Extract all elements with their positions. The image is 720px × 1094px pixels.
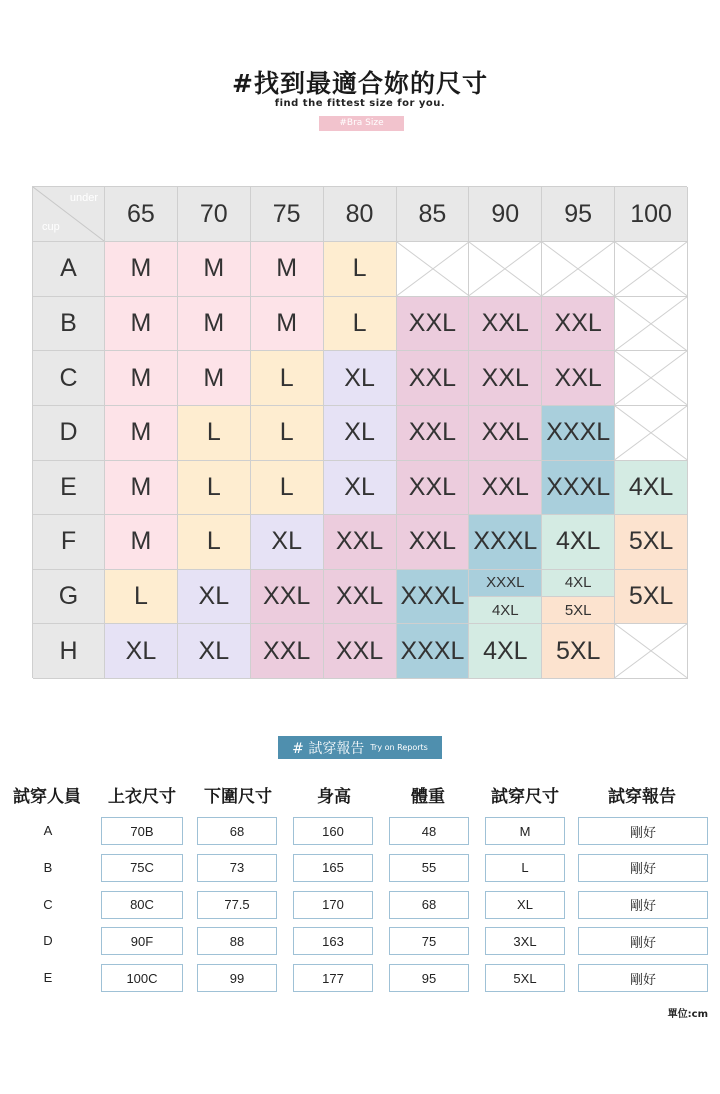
row-header: F xyxy=(33,515,105,570)
size-cell-empty xyxy=(615,297,688,352)
row-header: E xyxy=(33,461,105,516)
size-cell: L xyxy=(324,297,397,352)
size-cell: 5XL xyxy=(615,515,688,570)
row-header: D xyxy=(33,406,105,461)
size-cell: XXL xyxy=(469,297,542,352)
report-row-person: A xyxy=(43,823,53,838)
report-cell-top: 80C xyxy=(101,891,183,919)
size-cell-empty xyxy=(615,406,688,461)
report-cell-top: 75C xyxy=(101,854,183,882)
size-cell: XL xyxy=(251,515,324,570)
report-column-header: 體重 xyxy=(411,787,445,807)
report-cell-height: 170 xyxy=(293,891,373,919)
size-cell-empty xyxy=(397,242,470,297)
report-cell-height: 163 xyxy=(293,927,373,955)
size-cell: XL xyxy=(324,406,397,461)
corner-cup-label: cup xyxy=(42,221,60,233)
report-column-header: 試穿尺寸 xyxy=(491,787,559,807)
report-cell-report: 剛好 xyxy=(578,964,708,992)
report-cell-size: L xyxy=(485,854,565,882)
size-cell: M xyxy=(105,242,178,297)
size-cell: XXL xyxy=(324,624,397,679)
size-cell-split-top: 4XL xyxy=(542,570,615,597)
report-section-header xyxy=(278,736,442,759)
report-row-person: D xyxy=(43,933,53,949)
report-cell-weight: 68 xyxy=(389,891,469,919)
report-column-header: 試穿人員 xyxy=(13,787,81,807)
report-cell-size: 5XL xyxy=(485,964,565,992)
size-cell: 5XL xyxy=(615,570,688,625)
size-cell: XXXL xyxy=(469,515,542,570)
report-row-person: C xyxy=(43,896,53,912)
report-column-header: 身高 xyxy=(317,787,351,807)
size-cell: M xyxy=(251,297,324,352)
size-cell: XXL xyxy=(542,297,615,352)
size-cell: M xyxy=(251,242,324,297)
page-subtitle: find the fittest size for you. xyxy=(274,98,446,109)
size-cell-empty xyxy=(542,242,615,297)
report-cell-weight: 95 xyxy=(389,964,469,992)
size-cell: L xyxy=(105,570,178,625)
bra-size-tag: #Bra Size xyxy=(319,116,404,131)
size-cell: XXXL xyxy=(542,461,615,516)
size-cell: XL xyxy=(324,351,397,406)
size-cell: XXL xyxy=(469,461,542,516)
report-cell-report: 剛好 xyxy=(578,817,708,845)
size-cell: XXXL xyxy=(397,624,470,679)
size-table xyxy=(32,186,687,678)
row-header: A xyxy=(33,242,105,297)
size-cell: M xyxy=(105,461,178,516)
report-cell-height: 160 xyxy=(293,817,373,845)
size-cell: XXL xyxy=(397,515,470,570)
corner-under-label: under xyxy=(69,192,98,204)
size-cell: M xyxy=(105,515,178,570)
report-cell-under: 99 xyxy=(197,964,277,992)
size-cell: XXL xyxy=(469,406,542,461)
column-header: 70 xyxy=(178,187,251,242)
report-cell-size: XL xyxy=(485,891,565,919)
report-cell-under: 73 xyxy=(197,854,277,882)
report-column-header: 試穿報告 xyxy=(608,787,676,807)
report-cell-size: M xyxy=(485,817,565,845)
size-cell-empty xyxy=(615,624,688,679)
report-cell-weight: 48 xyxy=(389,817,469,845)
report-cell-report: 剛好 xyxy=(578,854,708,882)
row-header: B xyxy=(33,297,105,352)
size-cell: XXL xyxy=(397,461,470,516)
report-column-header: 下圍尺寸 xyxy=(204,787,272,807)
column-header: 90 xyxy=(469,187,542,242)
size-cell-split-top: XXXL xyxy=(469,570,542,597)
size-cell: XL xyxy=(324,461,397,516)
report-cell-top: 90F xyxy=(101,927,183,955)
report-cell-weight: 55 xyxy=(389,854,469,882)
size-cell: XL xyxy=(178,624,251,679)
column-header: 65 xyxy=(105,187,178,242)
size-cell-empty xyxy=(469,242,542,297)
report-row-person: E xyxy=(43,970,53,985)
size-cell: L xyxy=(251,461,324,516)
report-cell-height: 165 xyxy=(293,854,373,882)
size-cell: M xyxy=(105,351,178,406)
size-cell: XXL xyxy=(251,570,324,625)
size-cell: XXL xyxy=(397,351,470,406)
size-cell: XXL xyxy=(542,351,615,406)
report-cell-under: 68 xyxy=(197,817,277,845)
unit-label: 單位:cm xyxy=(667,1009,708,1020)
report-cell-report: 剛好 xyxy=(578,927,708,955)
size-cell: L xyxy=(251,351,324,406)
row-header: H xyxy=(33,624,105,679)
size-cell: 4XL xyxy=(469,624,542,679)
table-corner xyxy=(33,187,105,242)
size-cell: XXXL xyxy=(542,406,615,461)
report-title: # 試穿報告 xyxy=(292,740,365,757)
size-cell: 5XL xyxy=(542,624,615,679)
size-cell: XXL xyxy=(324,570,397,625)
report-cell-top: 70B xyxy=(101,817,183,845)
row-header: G xyxy=(33,570,105,625)
size-cell: 4XL xyxy=(542,515,615,570)
size-cell: XXL xyxy=(324,515,397,570)
size-cell: L xyxy=(251,406,324,461)
size-cell: M xyxy=(178,297,251,352)
column-header: 75 xyxy=(251,187,324,242)
size-cell: 4XL xyxy=(615,461,688,516)
size-cell-empty xyxy=(615,351,688,406)
report-cell-under: 88 xyxy=(197,927,277,955)
size-cell: L xyxy=(178,515,251,570)
report-column-header: 上衣尺寸 xyxy=(108,787,176,807)
size-cell: L xyxy=(178,406,251,461)
size-cell: M xyxy=(105,406,178,461)
page-title: #找到最適合妳的尺寸 xyxy=(232,69,488,98)
size-cell: M xyxy=(105,297,178,352)
size-cell: XXL xyxy=(251,624,324,679)
report-cell-height: 177 xyxy=(293,964,373,992)
size-cell: M xyxy=(178,242,251,297)
size-cell: XXL xyxy=(469,351,542,406)
report-cell-size: 3XL xyxy=(485,927,565,955)
column-header: 80 xyxy=(324,187,397,242)
size-cell-empty xyxy=(615,242,688,297)
size-cell: XL xyxy=(105,624,178,679)
report-row-person: B xyxy=(43,859,53,875)
size-cell-split-bottom: 4XL xyxy=(469,597,542,624)
row-header: C xyxy=(33,351,105,406)
size-cell: L xyxy=(178,461,251,516)
size-cell: XXL xyxy=(397,297,470,352)
report-cell-top: 100C xyxy=(101,964,183,992)
report-cell-under: 77.5 xyxy=(197,891,277,919)
size-cell: L xyxy=(324,242,397,297)
column-header: 100 xyxy=(615,187,688,242)
report-cell-report: 剛好 xyxy=(578,891,708,919)
size-cell: XXL xyxy=(397,406,470,461)
size-cell: XXXL xyxy=(397,570,470,625)
report-title-en: Try on Reports xyxy=(370,743,428,752)
size-cell: XL xyxy=(178,570,251,625)
column-header: 85 xyxy=(397,187,470,242)
report-cell-weight: 75 xyxy=(389,927,469,955)
size-cell: M xyxy=(178,351,251,406)
column-header: 95 xyxy=(542,187,615,242)
size-cell-split-bottom: 5XL xyxy=(542,597,615,624)
